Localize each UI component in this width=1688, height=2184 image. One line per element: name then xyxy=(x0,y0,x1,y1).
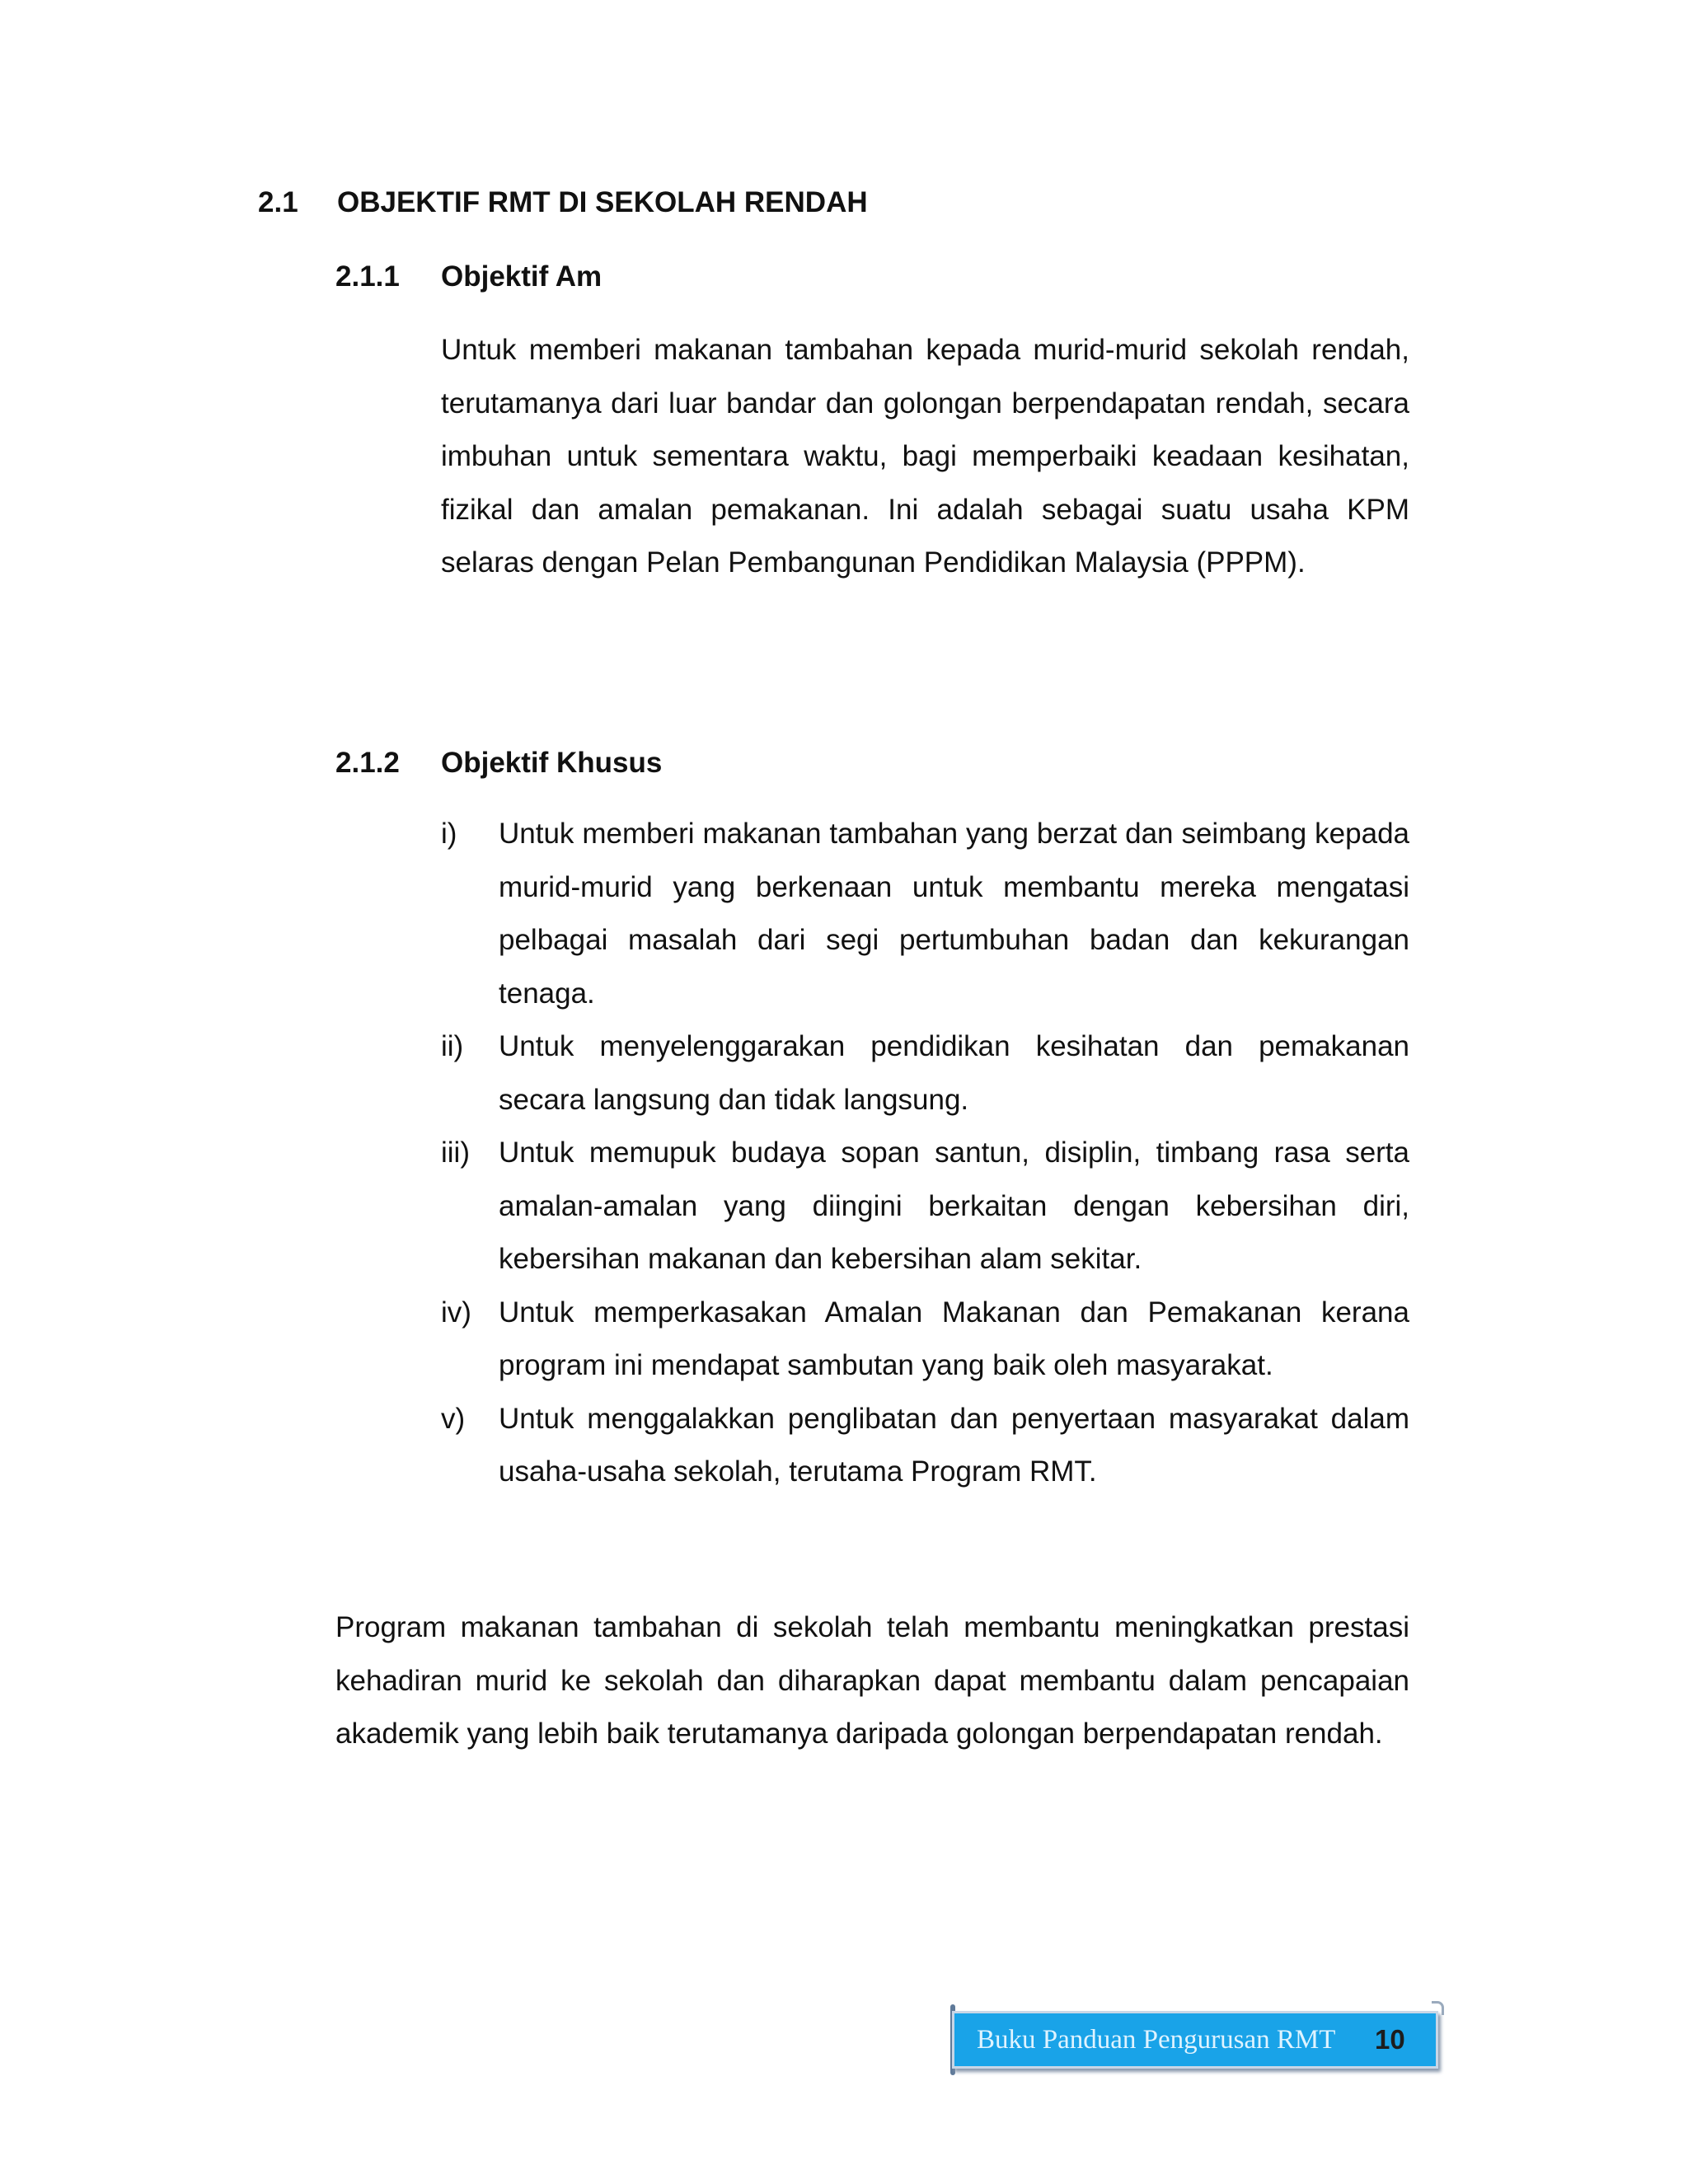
objektif-khusus-list xyxy=(441,808,1409,1499)
footer-scroll-curl xyxy=(1432,2001,1444,2015)
subsection-number-khusus: 2.1.2 xyxy=(335,747,400,779)
list-item-text: Untuk memberi makanan tambahan yang berzat dan seimbang kepada murid-murid yang berkenaan untuk membantu mereka mengatasi pelbagai masalah dari segi pertumbuhan badan dan kekurangan tenaga. xyxy=(499,818,1409,1010)
list-item xyxy=(441,1286,1409,1393)
section-heading xyxy=(258,186,1000,219)
list-item-text: Untuk memupuk budaya sopan santun, disiplin, timbang rasa serta amalan-amalan yang diingini berkaitan dengan kebersihan diri, kebersihan makanan dan kebersihan alam sekitar. xyxy=(499,1137,1409,1275)
list-item xyxy=(441,808,1409,1020)
list-item xyxy=(441,1393,1409,1499)
list-item-text: Untuk menyelenggarakan pendidikan kesihatan dan pemakanan secara langsung dan tidak langsung. xyxy=(499,1030,1409,1116)
subsection-number-am: 2.1.1 xyxy=(335,260,400,293)
section-title: OBJEKTIF RMT DI SEKOLAH RENDAH xyxy=(337,186,868,218)
subsection-heading-am xyxy=(335,260,830,293)
list-item-text: Untuk memperkasakan Amalan Makanan dan Pemakanan kerana program ini mendapat sambutan yang baik oleh masyarakat. xyxy=(499,1296,1409,1381)
list-marker: iii) xyxy=(441,1137,470,1169)
list-item xyxy=(441,1020,1409,1127)
list-item-text: Untuk menggalakkan penglibatan dan penyertaan masyarakat dalam usaha-usaha sekolah, terutama Program RMT. xyxy=(499,1402,1409,1488)
objektif-am-paragraph: Untuk memberi makanan tambahan kepada murid-murid sekolah rendah, terutamanya dari luar bandar dan golongan berpendapatan rendah, secara imbuhan untuk sementara waktu, bagi memperbaiki keadaan kesihatan, fizikal dan amalan pemakanan. Ini adalah sebagai suatu usaha KPM selaras dengan Pelan Pembangunan Pendidikan Malaysia (PPPM). xyxy=(441,334,1409,579)
footer-title: Buku Panduan Pengurusan RMT xyxy=(977,2025,1336,2055)
list-marker: v) xyxy=(441,1402,466,1435)
list-marker: ii) xyxy=(441,1030,464,1062)
list-marker: i) xyxy=(441,818,457,850)
page-number: 10 xyxy=(1375,2024,1405,2055)
subsection-title-khusus: Objektif Khusus xyxy=(441,747,663,779)
list-item xyxy=(441,1127,1409,1286)
closing-paragraph: Program makanan tambahan di sekolah telah membantu meningkatkan prestasi kehadiran murid ke sekolah dan diharapkan dapat membantu dalam pencapaian akademik yang lebih baik terutamanya daripada golongan berpendapatan rendah. xyxy=(335,1611,1409,1750)
subsection-title-am: Objektif Am xyxy=(441,260,603,293)
section-number: 2.1 xyxy=(258,186,298,218)
list-marker: iv) xyxy=(441,1296,471,1329)
subsection-heading-khusus xyxy=(335,747,830,780)
